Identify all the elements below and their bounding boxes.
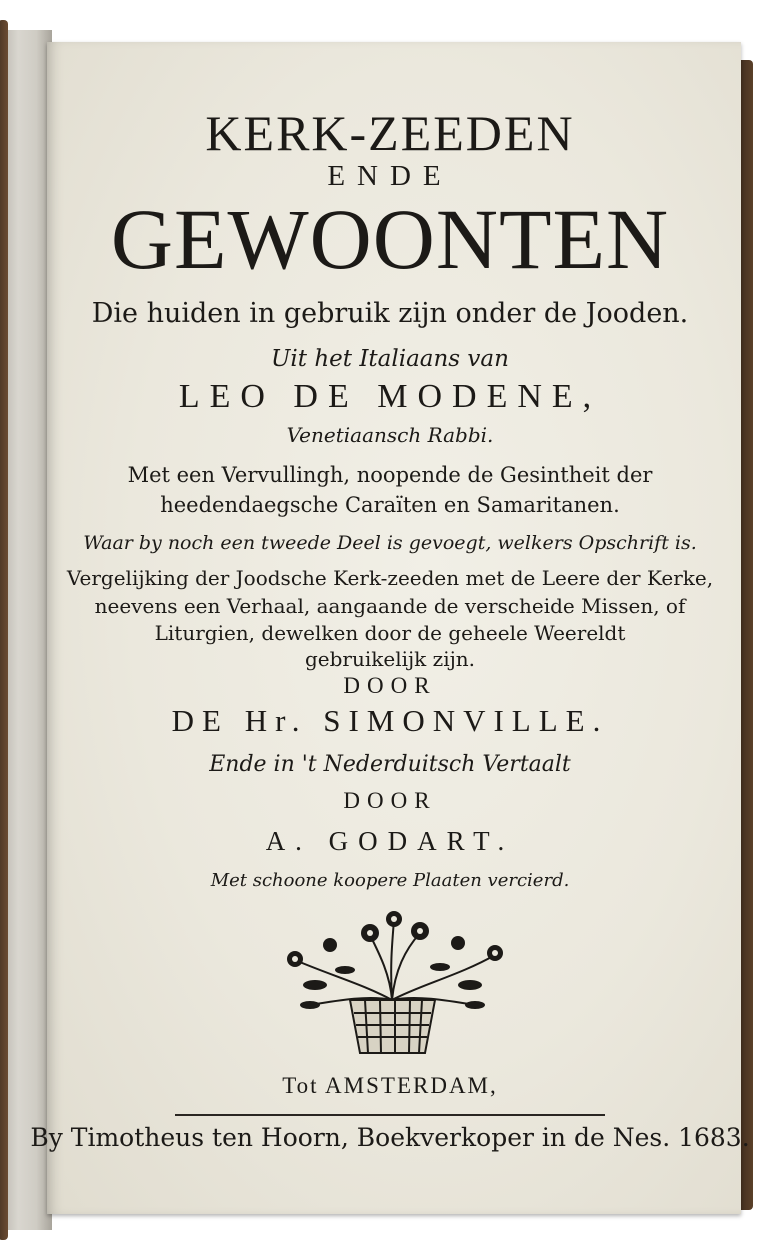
second-part-line-2: neevens een Verhaal, aangaande de verscheide Missen, of (94, 594, 686, 618)
author-title: Venetiaansch Rabbi. (286, 423, 494, 447)
author-name: LEO DE MODENE, (178, 378, 602, 415)
imprint-place: Tot AMSTERDAM, (282, 1073, 498, 1098)
title-line-1: KERK-ZEEDEN (205, 105, 575, 161)
second-part-line-1: Vergelijking der Joodsche Kerk-zeeden met de Leere der Kerke, (66, 566, 714, 590)
by-label-2: DOOR (343, 788, 437, 813)
translator-name: A. GODART. (265, 826, 515, 856)
flower-basket-woodcut-icon (270, 905, 515, 1060)
imprint-publisher: By Timotheus ten Hoorn, Boekverkoper in de Nes. 1683. (30, 1123, 750, 1152)
subtitle-line: Die huiden in gebruik zijn onder de Jooden. (91, 298, 689, 329)
translation-note: Uit het Italiaans van (271, 346, 509, 372)
translated-note: Ende in 't Nederduitsch Vertaalt (209, 752, 571, 777)
supplement-line-2: heedendaegsche Caraïten en Samaritanen. (160, 493, 620, 517)
illustrations-note: Met schoone koopere Plaaten vercierd. (210, 870, 570, 891)
imprint-rule (175, 1114, 605, 1116)
second-part-note: Waar by noch een tweede Deel is gevoegt, welkers Opschrift is. (83, 532, 697, 554)
second-author-name: DE Hr. SIMONVILLE. (171, 703, 609, 738)
by-label-1: DOOR (343, 673, 437, 698)
second-part-line-4: gebruikelijk zijn. (304, 647, 476, 671)
second-part-line-3: Liturgien, dewelken door de geheele Weereldt (154, 621, 626, 645)
title-line-2: ENDE (327, 160, 453, 192)
title-line-3: GEWOONTEN (110, 191, 670, 287)
supplement-line-1: Met een Vervullingh, noopende de Gesintheit der (127, 463, 653, 487)
